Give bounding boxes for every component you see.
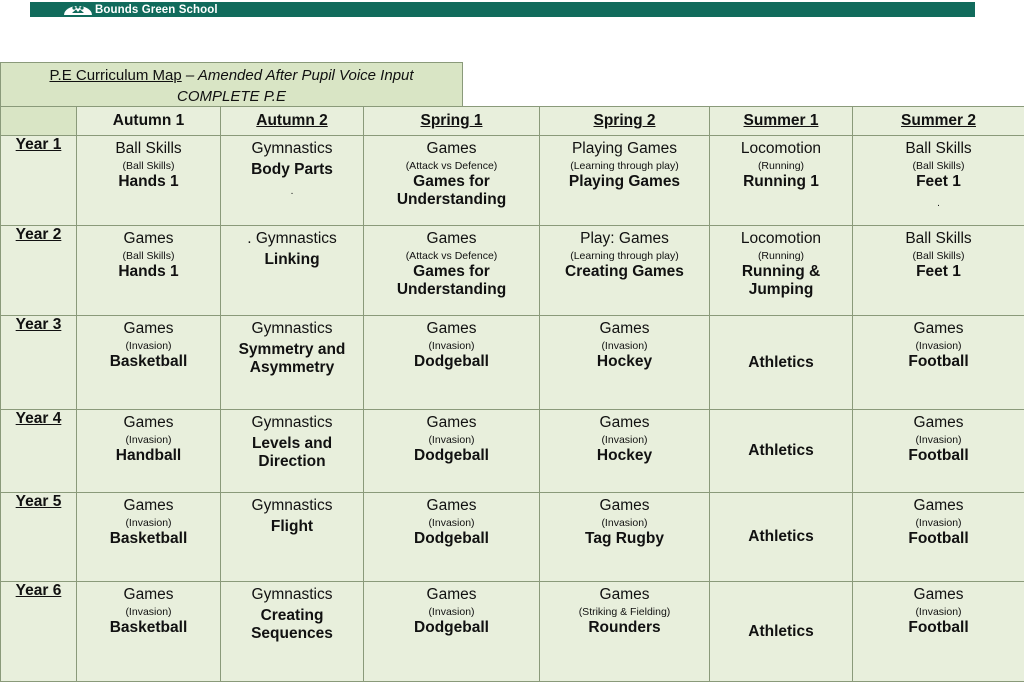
activity-category: Games xyxy=(364,230,539,248)
activity-subtype: (Learning through play) xyxy=(540,160,709,172)
school-name: Bounds Green School xyxy=(95,4,218,16)
activity-category: Play: Games xyxy=(540,230,709,248)
row-header-year: Year 4 xyxy=(1,410,77,493)
activity-subtype: (Invasion) xyxy=(853,434,1024,446)
curriculum-cell xyxy=(221,582,364,682)
activity-subtype: (Attack vs Defence) xyxy=(364,250,539,262)
activity-topic: Body Parts xyxy=(221,161,363,179)
activity-category: Games xyxy=(540,414,709,432)
activity-topic: Football xyxy=(853,619,1024,637)
activity-subtype: (Invasion) xyxy=(364,606,539,618)
activity-subtype: (Running) xyxy=(710,160,852,172)
column-header-autumn-2: Autumn 2 xyxy=(221,107,364,136)
curriculum-cell xyxy=(853,136,1024,226)
activity-topic: Athletics xyxy=(710,623,852,641)
activity-subtype: (Ball Skills) xyxy=(77,160,220,172)
activity-category: Games xyxy=(77,320,220,338)
activity-category: Games xyxy=(364,140,539,158)
activity-topic: Dodgeball xyxy=(364,530,539,548)
activity-subtype: (Invasion) xyxy=(77,606,220,618)
activity-subtype: (Striking & Fielding) xyxy=(540,606,709,618)
curriculum-cell xyxy=(77,493,221,582)
table-row xyxy=(1,493,1024,582)
activity-subtype: (Invasion) xyxy=(77,434,220,446)
activity-category: Games xyxy=(77,586,220,604)
document-title xyxy=(0,62,463,106)
activity-topic: Creating Sequences xyxy=(221,607,363,643)
curriculum-table xyxy=(0,106,1024,682)
activity-topic: Games for Understanding xyxy=(364,173,539,209)
activity-subtype: (Invasion) xyxy=(853,517,1024,529)
table-row xyxy=(1,410,1024,493)
activity-subtype: (Learning through play) xyxy=(540,250,709,262)
row-header-year: Year 2 xyxy=(1,226,77,316)
activity-subtype: (Invasion) xyxy=(540,517,709,529)
title-dash: – xyxy=(182,67,198,84)
curriculum-cell xyxy=(853,410,1024,493)
title-subtitle: COMPLETE P.E xyxy=(1,86,462,107)
activity-subtype: (Invasion) xyxy=(364,517,539,529)
curriculum-cell xyxy=(853,226,1024,316)
activity-topic: Dodgeball xyxy=(364,447,539,465)
title-main: P.E Curriculum Map xyxy=(49,67,181,84)
curriculum-cell xyxy=(364,493,540,582)
column-header-summer-1: Summer 1 xyxy=(710,107,853,136)
activity-category: Locomotion xyxy=(710,230,852,248)
table-row xyxy=(1,582,1024,682)
activity-topic: Football xyxy=(853,530,1024,548)
activity-subtype: (Ball Skills) xyxy=(853,160,1024,172)
curriculum-cell xyxy=(540,410,710,493)
activity-category: Games xyxy=(77,497,220,515)
row-header-year: Year 1 xyxy=(1,136,77,226)
activity-subtype: (Invasion) xyxy=(853,340,1024,352)
activity-category: Games xyxy=(77,414,220,432)
curriculum-cell xyxy=(221,316,364,410)
activity-category: Games xyxy=(853,414,1024,432)
activity-category: Ball Skills xyxy=(77,140,220,158)
table-row xyxy=(1,316,1024,410)
curriculum-cell xyxy=(853,316,1024,410)
curriculum-cell xyxy=(77,316,221,410)
stray-dot: . xyxy=(853,199,1024,209)
activity-topic: Running 1 xyxy=(710,173,852,191)
activity-category: Games xyxy=(77,230,220,248)
row-header-year: Year 6 xyxy=(1,582,77,682)
curriculum-cell xyxy=(364,316,540,410)
activity-topic: Hands 1 xyxy=(77,173,220,191)
header-row xyxy=(1,107,1024,136)
activity-category: . Gymnastics xyxy=(221,230,363,248)
activity-category: Locomotion xyxy=(710,140,852,158)
activity-subtype: (Invasion) xyxy=(364,340,539,352)
curriculum-cell xyxy=(364,226,540,316)
activity-category: Games xyxy=(853,497,1024,515)
activity-category: Gymnastics xyxy=(221,497,363,515)
curriculum-cell xyxy=(364,136,540,226)
curriculum-cell xyxy=(540,493,710,582)
curriculum-cell xyxy=(853,582,1024,682)
activity-topic: Creating Games xyxy=(540,263,709,281)
activity-topic: Hockey xyxy=(540,353,709,371)
activity-category: Games xyxy=(540,497,709,515)
activity-category: Games xyxy=(364,497,539,515)
activity-category: Games xyxy=(364,320,539,338)
curriculum-cell xyxy=(77,226,221,316)
curriculum-cell xyxy=(710,582,853,682)
activity-category: Games xyxy=(364,586,539,604)
activity-category: Games xyxy=(853,320,1024,338)
activity-category: Gymnastics xyxy=(221,414,363,432)
activity-topic: Basketball xyxy=(77,530,220,548)
activity-topic: Feet 1 xyxy=(853,263,1024,281)
curriculum-cell xyxy=(77,136,221,226)
activity-category: Playing Games xyxy=(540,140,709,158)
activity-topic: Athletics xyxy=(710,528,852,546)
activity-subtype: (Ball Skills) xyxy=(77,250,220,262)
activity-category: Gymnastics xyxy=(221,586,363,604)
curriculum-cell xyxy=(221,226,364,316)
column-header-spring-2: Spring 2 xyxy=(540,107,710,136)
title-amended: Amended After Pupil Voice Input xyxy=(198,67,414,84)
activity-topic: Symmetry and Asymmetry xyxy=(221,341,363,377)
activity-topic: Levels and Direction xyxy=(221,435,363,471)
activity-category: Games xyxy=(540,320,709,338)
activity-category: Ball Skills xyxy=(853,140,1024,158)
activity-topic: Football xyxy=(853,353,1024,371)
activity-category: Gymnastics xyxy=(221,140,363,158)
activity-subtype: (Invasion) xyxy=(77,517,220,529)
curriculum-cell xyxy=(221,493,364,582)
activity-subtype: (Invasion) xyxy=(77,340,220,352)
curriculum-cell xyxy=(710,136,853,226)
activity-topic: Tag Rugby xyxy=(540,530,709,548)
stray-dot: . xyxy=(221,187,363,197)
activity-topic: Feet 1 xyxy=(853,173,1024,191)
activity-topic: Athletics xyxy=(710,354,852,372)
activity-topic: Dodgeball xyxy=(364,619,539,637)
table-row xyxy=(1,136,1024,226)
activity-topic: Handball xyxy=(77,447,220,465)
activity-category: Games xyxy=(853,586,1024,604)
curriculum-cell xyxy=(540,136,710,226)
column-header-spring-1: Spring 1 xyxy=(364,107,540,136)
header-corner xyxy=(1,107,77,136)
activity-subtype: (Attack vs Defence) xyxy=(364,160,539,172)
curriculum-cell xyxy=(221,136,364,226)
curriculum-cell xyxy=(540,226,710,316)
activity-topic: Rounders xyxy=(540,619,709,637)
activity-topic: Dodgeball xyxy=(364,353,539,371)
activity-subtype: (Invasion) xyxy=(540,434,709,446)
curriculum-cell xyxy=(77,410,221,493)
activity-subtype: (Ball Skills) xyxy=(853,250,1024,262)
curriculum-cell xyxy=(540,582,710,682)
curriculum-cell xyxy=(221,410,364,493)
activity-topic: Basketball xyxy=(77,353,220,371)
curriculum-cell xyxy=(710,316,853,410)
activity-topic: Hockey xyxy=(540,447,709,465)
activity-topic: Linking xyxy=(221,251,363,269)
activity-topic: Hands 1 xyxy=(77,263,220,281)
school-banner xyxy=(30,2,975,17)
activity-category: Gymnastics xyxy=(221,320,363,338)
curriculum-cell xyxy=(710,493,853,582)
row-header-year: Year 5 xyxy=(1,493,77,582)
activity-topic: Playing Games xyxy=(540,173,709,191)
activity-category: Games xyxy=(364,414,539,432)
activity-topic: Football xyxy=(853,447,1024,465)
curriculum-cell xyxy=(77,582,221,682)
activity-subtype: (Invasion) xyxy=(540,340,709,352)
activity-subtype: (Invasion) xyxy=(364,434,539,446)
curriculum-cell xyxy=(710,226,853,316)
activity-subtype: (Running) xyxy=(710,250,852,262)
curriculum-cell xyxy=(364,410,540,493)
column-header-autumn-1: Autumn 1 xyxy=(77,107,221,136)
activity-category: Games xyxy=(540,586,709,604)
activity-topic: Athletics xyxy=(710,442,852,460)
activity-topic: Games for Understanding xyxy=(364,263,539,299)
activity-topic: Basketball xyxy=(77,619,220,637)
activity-category: Ball Skills xyxy=(853,230,1024,248)
row-header-year: Year 3 xyxy=(1,316,77,410)
column-header-summer-2: Summer 2 xyxy=(853,107,1024,136)
curriculum-cell xyxy=(853,493,1024,582)
curriculum-cell xyxy=(364,582,540,682)
curriculum-cell xyxy=(540,316,710,410)
activity-topic: Flight xyxy=(221,518,363,536)
activity-subtype: (Invasion) xyxy=(853,606,1024,618)
school-logo-icon xyxy=(64,4,92,15)
activity-topic: Running & Jumping xyxy=(710,263,852,299)
curriculum-cell xyxy=(710,410,853,493)
table-row xyxy=(1,226,1024,316)
